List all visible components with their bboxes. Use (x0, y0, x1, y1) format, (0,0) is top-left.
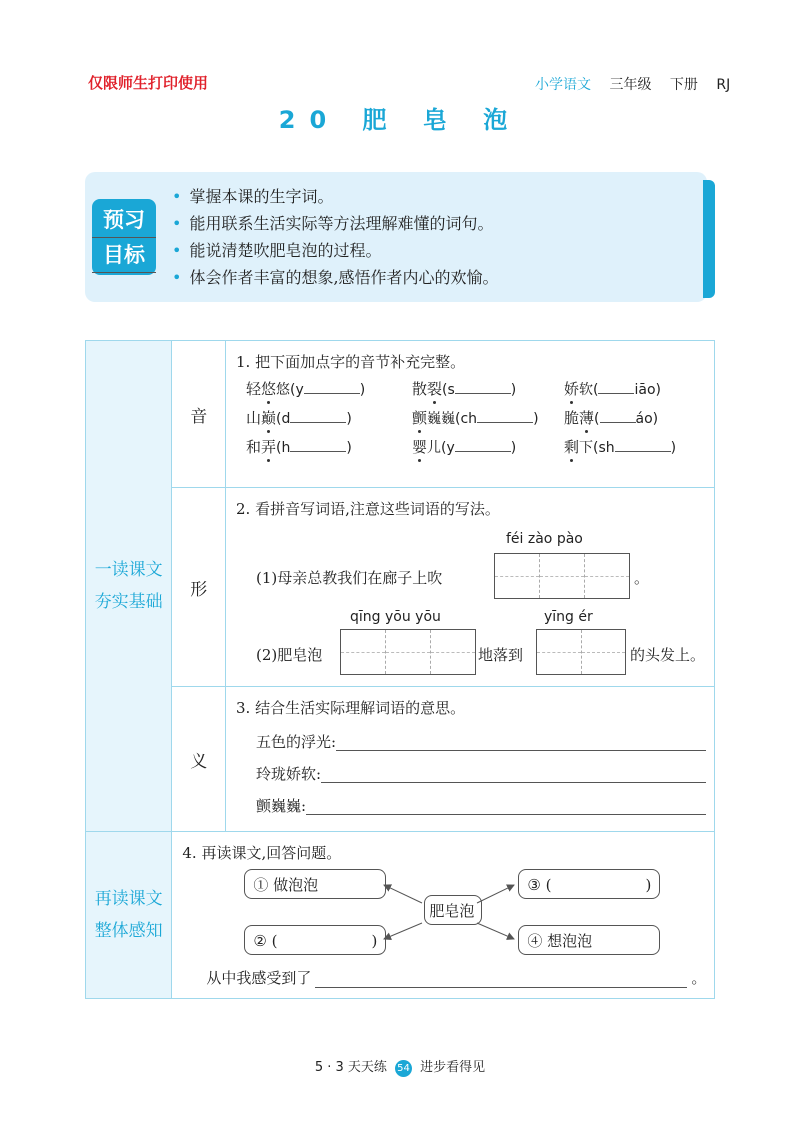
sentence1: (1)母亲总教我们在廊子上吹 (256, 569, 443, 587)
pinyin-item: 婴儿(y ) (412, 438, 517, 456)
answer-line[interactable] (336, 726, 706, 751)
pinyin-grid (246, 378, 714, 457)
volume-label: 下册 (669, 77, 698, 93)
section1-label-line2: 夯实基础 (94, 592, 163, 612)
feeling-line (206, 967, 706, 988)
lesson-title: 20 肥 皂 泡 (278, 106, 522, 134)
q2-text: 2. 看拼音写词语,注意这些词语的写法。 (236, 500, 500, 518)
goal-item: • 掌握本课的生字词。 (172, 183, 499, 210)
arrow-to-box2 (384, 923, 422, 939)
section1-label (86, 341, 172, 832)
mindmap-box4: ④ 想泡泡 (518, 925, 660, 955)
mindmap-box3[interactable]: ③ ( ) (518, 869, 660, 899)
mindmap-box2[interactable]: ② ( ) (244, 925, 386, 955)
pinyin-item: 娇软( iāo) (564, 380, 661, 398)
footer (0, 1056, 800, 1077)
arrow-to-box1 (384, 885, 422, 903)
sentence2-mid: 地落到 (478, 646, 524, 664)
sound-label: 音 (172, 341, 226, 488)
meaning-label: 义 (172, 687, 226, 832)
answer-line[interactable] (306, 790, 706, 815)
pinyin-yinger: yīng ér (544, 609, 593, 625)
pinyin-item: 脆薄( áo) (564, 409, 659, 427)
goal-item: • 能用联系生活实际等方法理解难懂的词句。 (172, 210, 499, 237)
pinyin-item: 山巅(d ) (246, 409, 352, 427)
pinyin-qingyouyou: qīng yōu yōu (350, 609, 441, 625)
sentence2: (2)肥皂泡 (256, 646, 323, 664)
q4-text: 4. 再读课文,回答问题。 (182, 844, 342, 862)
meaning-term: 玲珑娇软: (256, 765, 322, 783)
print-notice: 仅限师生打印使用 (88, 74, 209, 92)
feeling-answer-line[interactable] (315, 967, 687, 988)
pinyin-item: 和弄(h ) (246, 438, 352, 456)
feeling-end: 。 (691, 969, 707, 987)
meaning-term: 五色的浮光: (256, 733, 337, 751)
section2-label-line2: 整体感知 (94, 921, 163, 941)
subject-label: 小学语文 (535, 77, 591, 93)
sentence1-end: 。 (634, 569, 650, 587)
pinyin-blank[interactable] (615, 451, 671, 452)
mindmap-center: 肥皂泡 (424, 895, 482, 925)
pinyin-item: 颤巍巍(ch ) (412, 409, 539, 427)
footer-slogan: 进步看得见 (420, 1060, 486, 1075)
pinyin-blank[interactable] (290, 451, 346, 452)
arrow-to-box4 (477, 923, 514, 939)
exercise-table (85, 340, 715, 999)
pinyin-blank[interactable] (598, 393, 634, 394)
sound-cell (226, 341, 715, 488)
q3-text: 3. 结合生活实际理解词语的意思。 (236, 699, 466, 717)
sentence2-end: 的头发上。 (630, 646, 706, 664)
goals-badge-line2: 目标 (92, 238, 156, 273)
goals-badge-line1: 预习 (92, 203, 156, 238)
writing-grid-1[interactable] (494, 553, 630, 599)
section1-label-line1: 一读课文 (94, 560, 163, 580)
edition-label: RJ (716, 77, 731, 93)
answer-line[interactable] (321, 758, 706, 783)
writing-grid-2[interactable] (340, 629, 476, 675)
pinyin-item: 散裂(s ) (412, 380, 517, 398)
pinyin-item: 剩下(sh ) (564, 438, 677, 456)
section2-label (86, 832, 172, 999)
writing-grid-3[interactable] (536, 629, 626, 675)
goals-list (172, 183, 499, 291)
section2-cell (172, 832, 715, 999)
meaning-cell (226, 687, 715, 832)
mindmap-box1: ① 做泡泡 (244, 869, 386, 899)
q2-area (226, 519, 714, 679)
arrow-to-box3 (477, 885, 514, 903)
goal-item: • 体会作者丰富的想象,感悟作者内心的欢愉。 (172, 264, 499, 291)
meaning-lines (256, 726, 714, 822)
meaning-term: 颤巍巍: (256, 797, 307, 815)
pinyin-blank[interactable] (304, 393, 360, 394)
form-cell (226, 488, 715, 687)
mindmap (172, 863, 714, 993)
pinyin-blank[interactable] (290, 422, 346, 423)
feeling-prompt: 从中我感受到了 (206, 969, 312, 987)
page-number: 54 (395, 1060, 412, 1077)
pinyin-blank[interactable] (455, 393, 511, 394)
pinyin-blank[interactable] (455, 451, 511, 452)
section2-label-line1: 再读课文 (94, 889, 163, 909)
goals-tab-accent (703, 180, 715, 298)
form-label: 形 (172, 488, 226, 687)
pinyin-blank[interactable] (477, 422, 533, 423)
goals-badge (92, 199, 156, 275)
book-info (535, 74, 744, 94)
pinyin-item: 轻悠悠(y ) (246, 380, 366, 398)
footer-brand: 5 · 3 天天练 (314, 1060, 387, 1075)
q1-text: 1. 把下面加点字的音节补充完整。 (236, 353, 466, 371)
grade-label: 三年级 (609, 77, 652, 93)
pinyin-feizaopao: féi zào pào (506, 531, 583, 547)
goal-item: • 能说清楚吹肥皂泡的过程。 (172, 237, 499, 264)
pinyin-blank[interactable] (600, 422, 636, 423)
